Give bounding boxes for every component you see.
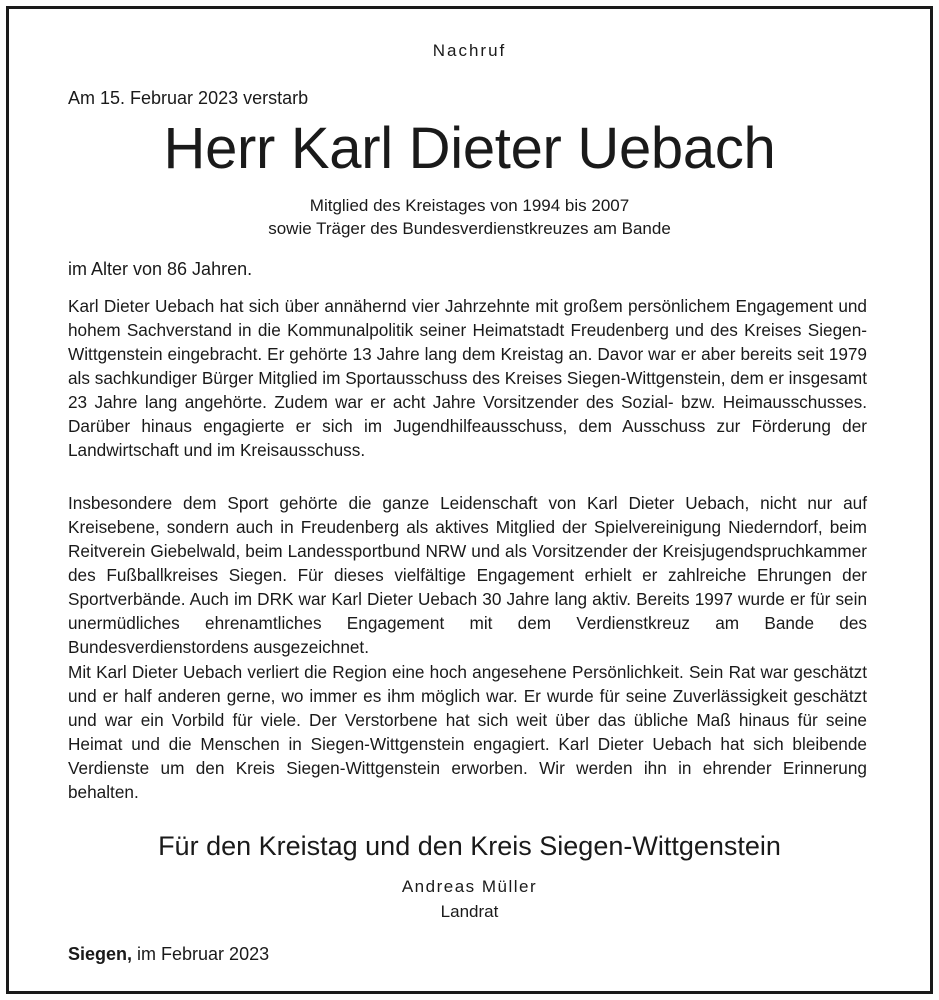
obituary-notice bbox=[6, 6, 933, 994]
deceased-titles bbox=[9, 194, 930, 240]
signature-organization: Für den Kreistag und den Kreis Siegen-Wittgenstein bbox=[158, 831, 781, 861]
age-statement: im Alter von 86 Jahren. bbox=[68, 259, 253, 279]
signature-person: Andreas Müller bbox=[401, 877, 538, 896]
notice-header: Nachruf bbox=[432, 41, 507, 60]
place-date: im Februar 2023 bbox=[132, 944, 270, 964]
body-paragraph-2: Insbesondere dem Sport gehörte die ganze Leidenschaft von Karl Dieter Uebach, nicht nur auf Kreisebene, sondern auch in Freudenberg als aktives Mitglied der Spielvereinigung Niederndorf, beim Reitverein Giebelwald, beim Landessportbund NRW und als Vorsitzender der Kreisjugendspruchkammer des Fußballkreises Siegen. Für dieses vielfältige Engagement erhielt er zahlreiche Ehrungen der Sportverbände. Auch im DRK war Karl Dieter Uebach 30 Jahre lang aktiv. Bereits 1997 wurde er für sein unermüdliches ehrenamtliches Engagement mit dem Verdienstkreuz am Bande des Bundesverdienstordens ausgezeichnet. bbox=[68, 493, 867, 657]
subtitle-line-2: sowie Träger des Bundesverdienstkreuzes am Bande bbox=[268, 219, 671, 238]
death-date-intro: Am 15. Februar 2023 verstarb bbox=[68, 88, 309, 108]
body-paragraph-3: Mit Karl Dieter Uebach verliert die Region eine hoch angesehene Persönlichkeit. Sein Rat war geschätzt und er half anderen gerne, wo immer es ihm möglich war. Er wurde für seine Zuverlässigkeit geschätzt und war ein Vorbild für viele. Der Verstorbene hat sich weit über das übliche Maß hinaus für seine Heimat und die Menschen in Siegen-Wittgenstein engagiert. Karl Dieter Uebach hat sich bleibende Verdienste um den Kreis Siegen-Wittgenstein erworben. Wir werden ihn in ehrender Erinnerung behalten. bbox=[68, 662, 867, 802]
subtitle-line-1: Mitglied des Kreistages von 1994 bis 2007 bbox=[309, 196, 630, 215]
deceased-name: Herr Karl Dieter Uebach bbox=[163, 116, 776, 181]
signature-role: Landrat bbox=[440, 902, 499, 921]
body-paragraph-1: Karl Dieter Uebach hat sich über annähernd vier Jahrzehnte mit großem persönlichem Engagement und hohem Sachverstand in die Kommunalpolitik seiner Heimatstadt Freudenberg und des Kreises Siegen-Wittgenstein eingebracht. Er gehörte 13 Jahre lang dem Kreistag an. Davor war er aber bereits seit 1979 als sachkundiger Bürger Mitglied im Sportausschuss des Kreises Siegen-Wittgenstein, dem er insgesamt 23 Jahre lang angehörte. Zudem war er acht Jahre Vorsitzender des Sozial- bzw. Heimausschusses. Darüber hinaus engagierte er sich im Jugendhilfeausschuss, dem Ausschuss zur Förderung der Landwirtschaft und im Kreisausschuss. bbox=[68, 296, 867, 460]
place-city: Siegen, bbox=[68, 944, 133, 964]
place-and-date bbox=[68, 944, 269, 965]
